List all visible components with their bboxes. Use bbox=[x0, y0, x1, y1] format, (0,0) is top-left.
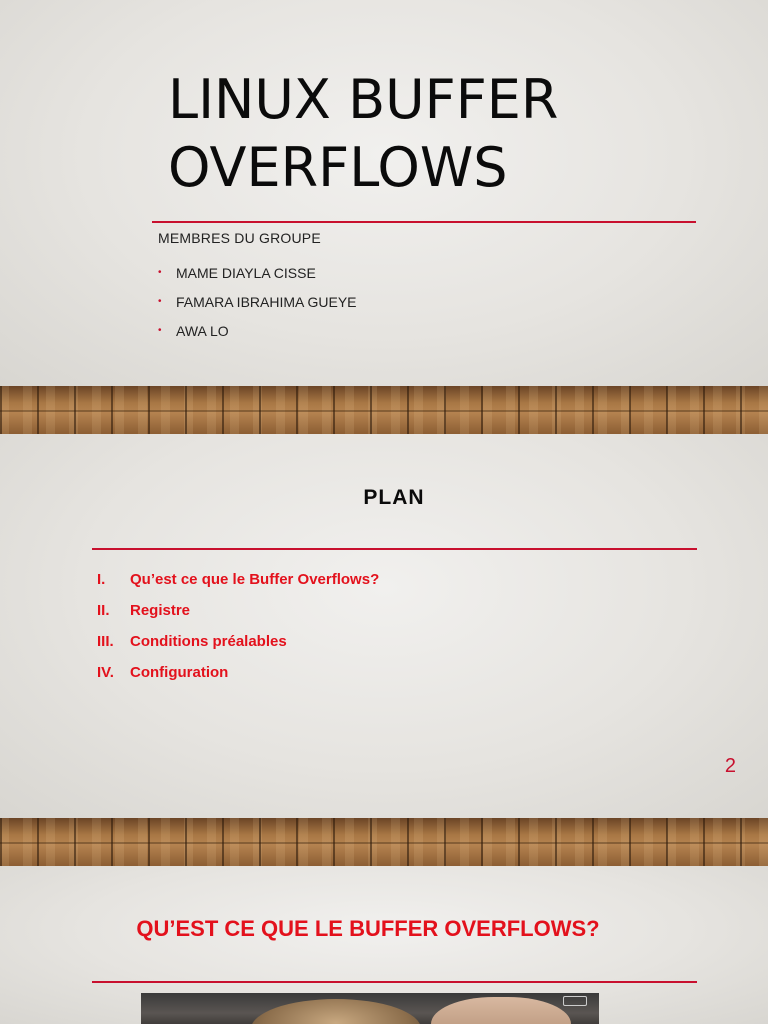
plan-item-number: I. bbox=[97, 571, 106, 588]
plan-item-label: Conditions préalables bbox=[130, 633, 287, 650]
image-badge-icon bbox=[563, 996, 587, 1006]
plan-item bbox=[97, 626, 379, 657]
bullet-icon: • bbox=[158, 296, 162, 307]
member-name: AWA LO bbox=[176, 322, 229, 339]
definition-title: QU’EST CE QUE LE BUFFER OVERFLOWS? bbox=[136, 916, 600, 941]
definition-divider bbox=[92, 981, 697, 983]
plan-item bbox=[97, 564, 379, 595]
bullet-icon: • bbox=[158, 267, 162, 278]
member-name: MAME DIAYLA CISSE bbox=[176, 264, 316, 281]
title-line-1: LINUX BUFFER bbox=[168, 68, 559, 131]
plan-item-number: II. bbox=[97, 602, 110, 619]
plan-item-number: III. bbox=[97, 633, 114, 650]
title-divider bbox=[152, 221, 696, 223]
plan-list bbox=[97, 564, 379, 688]
member-item bbox=[158, 316, 357, 345]
plan-item bbox=[97, 657, 379, 688]
members-list bbox=[158, 258, 357, 345]
slide-title bbox=[0, 0, 768, 386]
page-number: 2 bbox=[724, 755, 736, 777]
slide-plan bbox=[0, 434, 768, 818]
member-item bbox=[158, 287, 357, 316]
plan-item-label: Configuration bbox=[130, 664, 229, 681]
plan-title: PLAN bbox=[363, 486, 425, 509]
plan-item-number: IV. bbox=[97, 664, 114, 681]
wood-floor-divider bbox=[0, 818, 768, 866]
member-item bbox=[158, 258, 357, 287]
slide-definition bbox=[0, 866, 768, 1024]
slide-title-heading bbox=[168, 66, 558, 202]
plan-item bbox=[97, 595, 379, 626]
hand-shape bbox=[431, 997, 571, 1024]
wood-floor-divider bbox=[0, 386, 768, 434]
plan-item-label: Registre bbox=[130, 602, 191, 619]
plan-item-label: Qu’est ce que le Buffer Overflows? bbox=[130, 571, 380, 588]
member-name: FAMARA IBRAHIMA GUEYE bbox=[176, 293, 357, 310]
plan-divider bbox=[92, 548, 697, 550]
bullet-icon: • bbox=[158, 325, 162, 336]
cup-shape bbox=[251, 999, 421, 1024]
title-line-2: OVERFLOWS bbox=[168, 136, 508, 199]
coffee-cup-image bbox=[141, 993, 599, 1024]
members-label: MEMBRES DU GROUPE bbox=[158, 230, 321, 246]
